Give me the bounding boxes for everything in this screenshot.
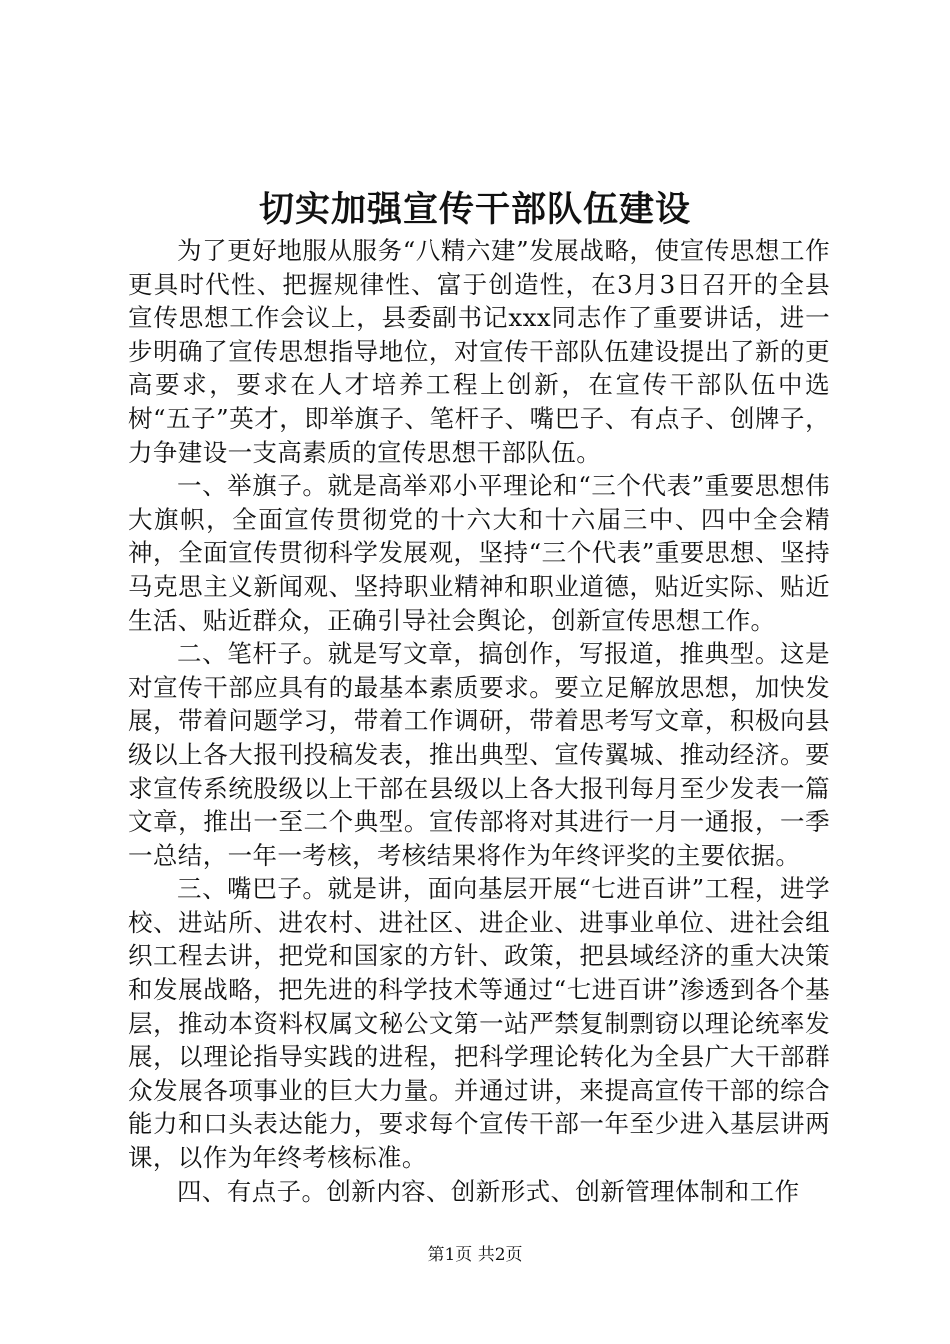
paragraph-ideas: 四、有点子。创新内容、创新形式、创新管理体制和工作: [177, 1176, 800, 1206]
paragraph-speaking: 三、嘴巴子。就是讲，面向基层开展“七进百讲”工程，进学校、进站所、进农村、进社区、进企业、进事业单位、进社会组织工程去讲，把党和国家的方针、政策，把县域经济的重大决策和发展战略，把先进的科学技术等通过“七进百讲”渗透到各个基层，推动本资料权属文秘公文第一站严禁复制剽窃以理论统率发展，以理论指导实践的进程，把科学理论转化为全县广大干部群众发展各项事业的巨大力量。并通过讲，来提高宣传干部的综合能力和口头表达能力，要求每个宣传干部一年至少进入基层讲两课，以作为年终考核标准。: [128, 874, 830, 1173]
paragraph-intro: 为了更好地服从服务“八精六建”发展战略，使宣传思想工作更具时代性、把握规律性、富于创造性，在3月3日召开的全县宣传思想工作会议上，县委副书记xxx同志作了重要讲话，进一步明确了宣传思想指导地位，对宣传干部队伍建设提出了新的更高要求，要求在人才培养工程上创新，在宣传干部队伍中选树“五子”英才，即举旗子、笔杆子、嘴巴子、有点子、创牌子，力争建设一支高素质的宣传思想干部队伍。: [128, 236, 830, 467]
page-footer: 第1页 共2页: [427, 1245, 523, 1265]
document-body: [128, 234, 830, 1208]
document-title: 切实加强宣传干部队伍建设: [258, 189, 691, 230]
paragraph-raise-flag: 一、举旗子。就是高举邓小平理论和“三个代表”重要思想伟大旗帜，全面宣传贯彻党的十六大和十六届三中、四中全会精神，全面宣传贯彻科学发展观，坚持“三个代表”重要思想、坚持马克思主义新闻观、坚持职业精神和职业道德，贴近实际、贴近生活、贴近群众，正确引导社会舆论，创新宣传思想工作。: [128, 471, 830, 635]
paragraph-pen: 二、笔杆子。就是写文章，搞创作，写报道，推典型。这是对宣传干部应具有的最基本素质要求。要立足解放思想，加快发展，带着问题学习，带着工作调研，带着思考写文章，积极向县级以上各大报刊投稿发表，推出典型、宣传翼城、推动经济。要求宣传系统股级以上干部在县级以上各大报刊每月至少发表一篇文章，推出一至二个典型。宣传部将对其进行一月一通报，一季一总结，一年一考核，考核结果将作为年终评奖的主要依据。: [128, 639, 830, 870]
